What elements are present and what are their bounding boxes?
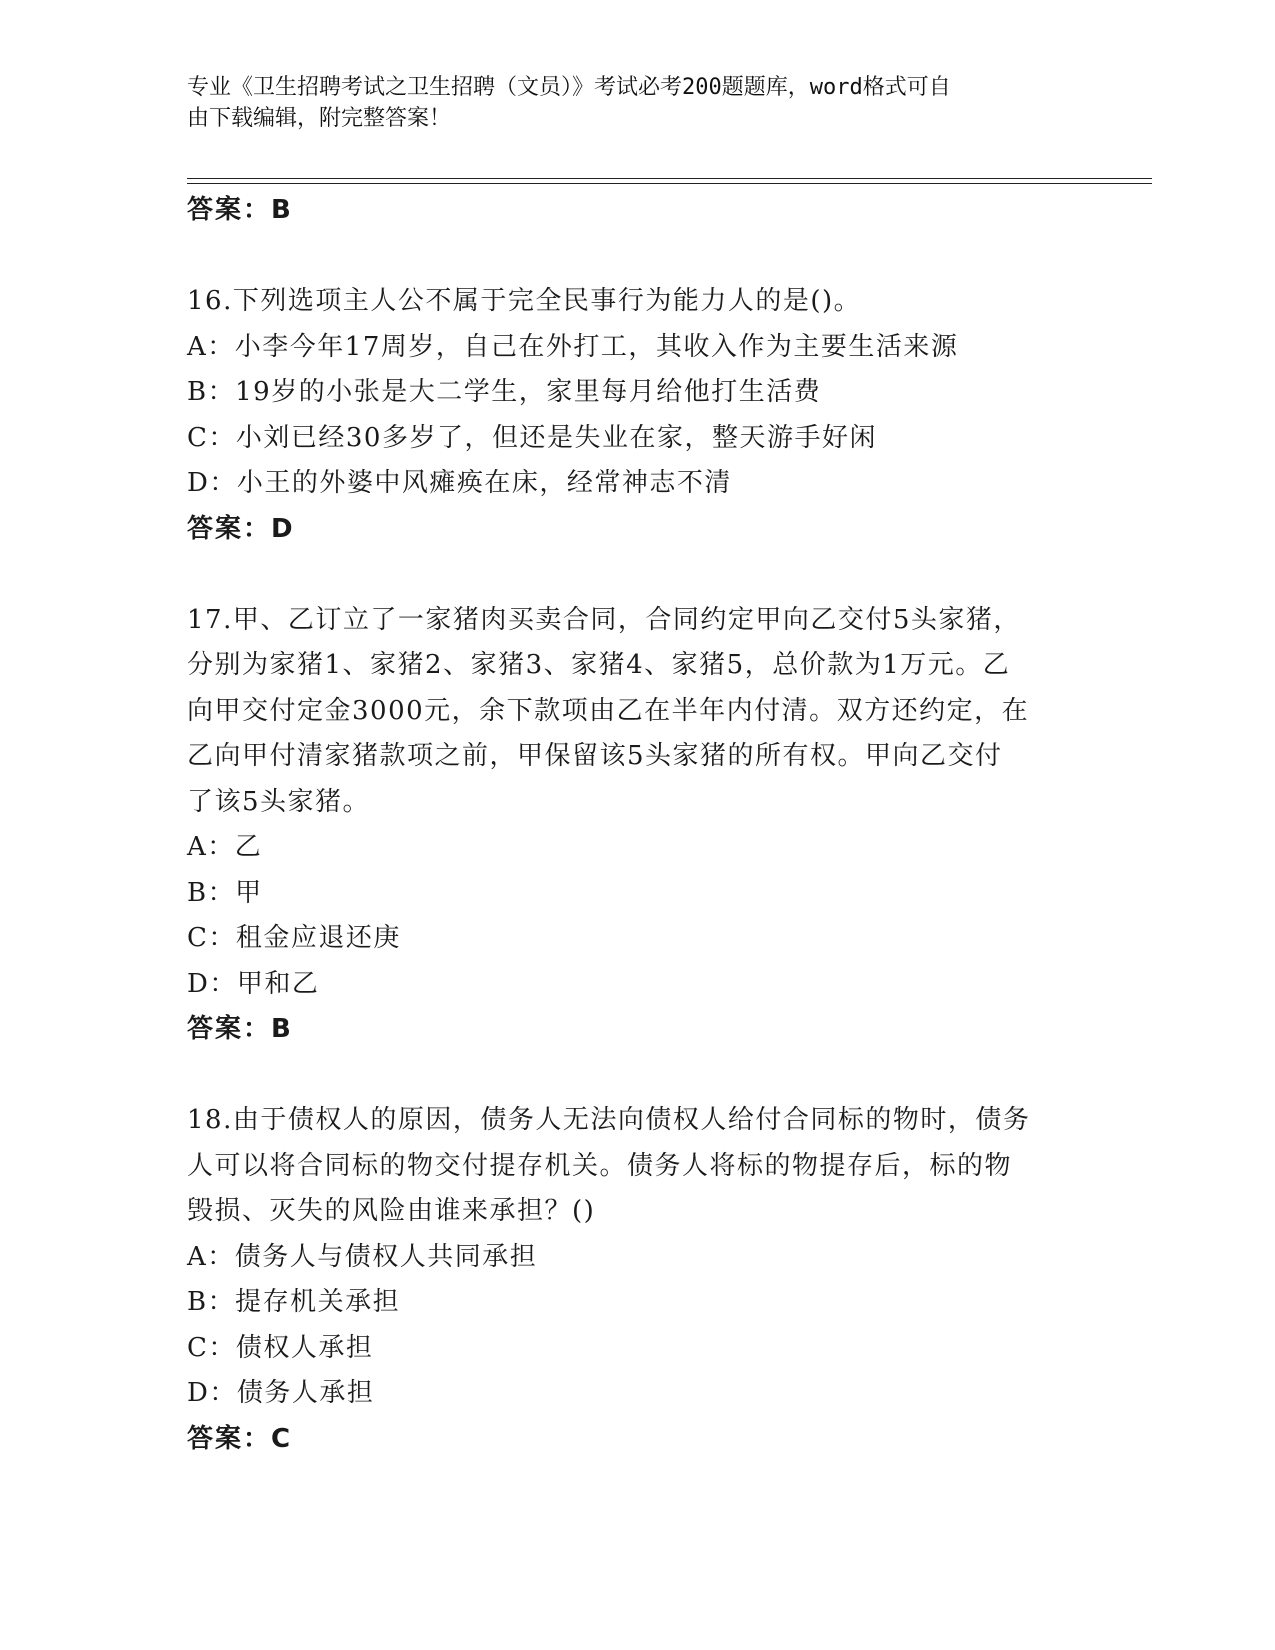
answer: 答案：B [187,1014,293,1044]
option-b: B：提存机关承担 [187,1287,401,1317]
spacer [187,552,1087,598]
option-c: C：租金应退还庚 [187,923,401,953]
question-stem-line-2: 分别为家猪1、家猪2、家猪3、家猪4、家猪5，总价款为1万元。乙 [187,650,1011,680]
question-stem-line-2: 人可以将合同标的物交付提存机关。债务人将标的物提存后，标的物 [187,1150,1013,1181]
option-a: A：小李今年17周岁，自己在外打工，其收入作为主要生活来源 [187,331,959,362]
option-d: D：甲和乙 [187,968,320,999]
spacer [187,234,1087,280]
option-a: A：债务人与债权人共同承担 [187,1241,538,1272]
option-d: D：债务人承担 [187,1378,375,1408]
spacer [187,1053,1087,1099]
question-stem-line-5: 了该5头家猪。 [187,786,371,817]
question-16 [187,279,1087,552]
question-stem-line-3: 向甲交付定金3000元，余下款项由乙在半年内付清。双方还约定，在 [187,695,1030,726]
question-17 [187,598,1087,1053]
answer-prev: 答案：B [187,195,293,225]
question-list [187,188,1087,1462]
document-header [187,72,1067,134]
option-b: B：19岁的小张是大二学生，家里每月给他打生活费 [187,377,822,407]
header-divider-top [187,178,1152,179]
answer: 答案：C [187,1423,293,1454]
header-divider-bottom [187,183,1152,184]
question-stem-line-1: 17.甲、乙订立了一家猪肉买卖合同，合同约定甲向乙交付5头家猪， [187,604,1021,635]
question-stem-line-1: 18.由于债权人的原因，债务人无法向债权人给付合同标的物时，债务 [187,1105,1031,1135]
option-a: A：乙 [187,832,263,862]
option-d: D：小王的外婆中风瘫痪在床，经常神志不清 [187,468,732,498]
question-stem-line-4: 乙向甲付清家猪款项之前，甲保留该5头家猪的所有权。甲向乙交付 [187,741,1003,771]
answer: 答案：D [187,513,295,544]
header-line-1: 专业《卫生招聘考试之卫生招聘（文员）》考试必考200题题库，word格式可自 [187,75,951,100]
question-18 [187,1098,1087,1462]
option-c: C：小刘已经30多岁了，但还是失业在家，整天游手好闲 [187,422,877,453]
option-c: C：债权人承担 [187,1332,374,1363]
header-line-2: 由下载编辑，附完整答案！ [187,106,452,131]
question-stem-line-3: 毁损、灭失的风险由谁来承担？() [187,1196,596,1226]
question-stem: 16.下列选项主人公不属于完全民事行为能力人的是()。 [187,286,862,316]
option-b: B：甲 [187,877,263,908]
